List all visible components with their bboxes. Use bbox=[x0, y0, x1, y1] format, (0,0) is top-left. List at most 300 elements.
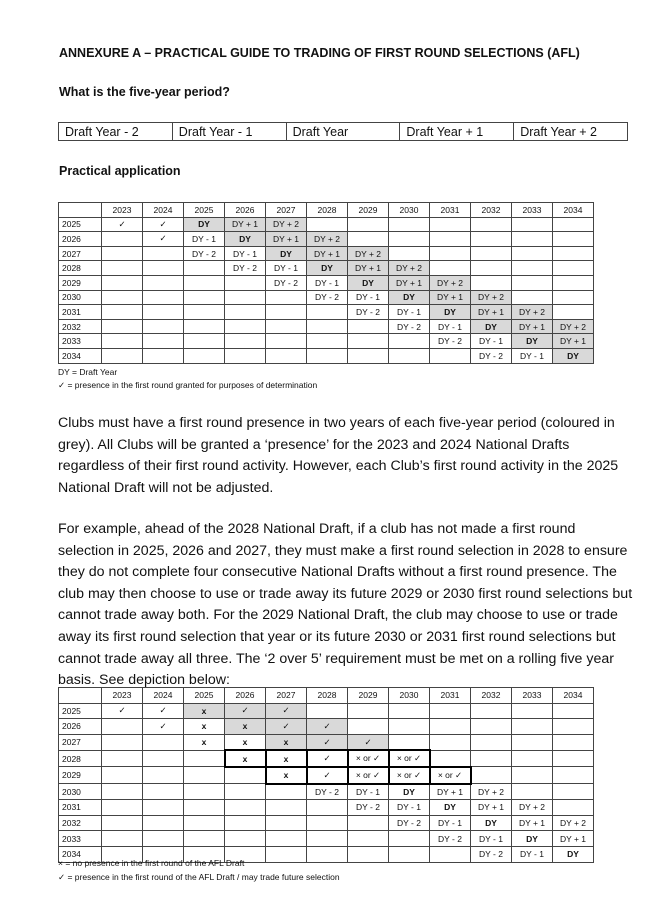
table-cell bbox=[225, 800, 266, 816]
year-header: 2033 bbox=[512, 688, 553, 704]
table-cell bbox=[143, 784, 184, 800]
table-cell bbox=[266, 348, 307, 363]
row-year-label: 2028 bbox=[59, 750, 102, 767]
table-cell bbox=[307, 305, 348, 320]
table-cell bbox=[512, 217, 553, 232]
table-cell bbox=[307, 800, 348, 816]
year-header: 2028 bbox=[307, 688, 348, 704]
table-cell bbox=[184, 750, 225, 767]
table-cell: DY + 1 bbox=[553, 831, 594, 847]
table-cell: DY + 2 bbox=[430, 275, 471, 290]
table-row bbox=[59, 703, 594, 719]
header-row bbox=[59, 203, 594, 218]
table-row bbox=[59, 784, 594, 800]
table-cell bbox=[102, 275, 143, 290]
paragraph-example: For example, ahead of the 2028 National Draft, if a club has not made a first round selection in 2025, 2026 and 2027, they must make a first round selection in 2028 to ensure they do not complete four consecutive National Drafts without a first round presence. The club may then choose to use or trade away its future 2029 or 2030 first round selections but cannot trade away both. For the 2029 National Draft, the club may choose to use or trade away its first round selection that year or its future 2030 or 2031 first round selections but cannot trade away all three. The ‘2 over 5’ requirement must be met on a rolling five year basis. See depiction below: bbox=[58, 521, 633, 689]
table-cell bbox=[430, 348, 471, 363]
depiction-table bbox=[58, 687, 594, 863]
corner-cell bbox=[59, 688, 102, 704]
table-cell bbox=[553, 275, 594, 290]
table-cell bbox=[553, 719, 594, 735]
year-header: 2034 bbox=[553, 203, 594, 218]
period-cell: Draft Year bbox=[286, 123, 400, 141]
table-cell: DY - 1 bbox=[348, 784, 389, 800]
table-cell bbox=[143, 800, 184, 816]
table-cell bbox=[184, 261, 225, 276]
table-cell bbox=[143, 815, 184, 831]
table-cell bbox=[512, 750, 553, 767]
table-cell bbox=[225, 334, 266, 349]
table-row bbox=[59, 719, 594, 735]
table-cell bbox=[102, 734, 143, 750]
table-cell: DY - 2 bbox=[225, 261, 266, 276]
table-cell bbox=[102, 719, 143, 735]
table-cell bbox=[307, 831, 348, 847]
table-cell bbox=[184, 334, 225, 349]
table-cell bbox=[389, 217, 430, 232]
table-cell bbox=[471, 767, 512, 784]
table-cell: DY - 2 bbox=[348, 305, 389, 320]
year-header: 2032 bbox=[471, 688, 512, 704]
table-cell bbox=[430, 750, 471, 767]
table-cell: x bbox=[225, 750, 266, 767]
table-cell bbox=[471, 232, 512, 247]
table-cell: ✓ bbox=[266, 719, 307, 735]
annexure-heading: ANNEXURE A – PRACTICAL GUIDE TO TRADING OF FIRST ROUND SELECTIONS (AFL) bbox=[59, 46, 580, 60]
table-cell bbox=[389, 846, 430, 862]
practical-application-heading: Practical application bbox=[59, 164, 181, 178]
table-cell bbox=[471, 275, 512, 290]
row-year-label: 2031 bbox=[59, 305, 102, 320]
year-header: 2029 bbox=[348, 203, 389, 218]
year-header: 2028 bbox=[307, 203, 348, 218]
table-cell bbox=[430, 734, 471, 750]
table-cell bbox=[348, 334, 389, 349]
table-cell: DY + 1 bbox=[225, 217, 266, 232]
table-cell: DY + 2 bbox=[471, 784, 512, 800]
table-cell bbox=[184, 831, 225, 847]
year-header: 2023 bbox=[102, 203, 143, 218]
table-cell bbox=[102, 815, 143, 831]
table-cell bbox=[266, 846, 307, 862]
table-cell bbox=[102, 261, 143, 276]
table-cell bbox=[225, 319, 266, 334]
table-cell bbox=[184, 348, 225, 363]
table-cell bbox=[553, 290, 594, 305]
table-cell bbox=[553, 734, 594, 750]
table-cell: DY + 1 bbox=[512, 319, 553, 334]
year-header: 2027 bbox=[266, 688, 307, 704]
table-cell: ✓ bbox=[143, 232, 184, 247]
table-cell bbox=[102, 290, 143, 305]
table-cell: DY bbox=[471, 815, 512, 831]
table-cell: ✓ bbox=[348, 734, 389, 750]
table-cell bbox=[553, 246, 594, 261]
table-cell: DY + 1 bbox=[307, 246, 348, 261]
table-row bbox=[59, 290, 594, 305]
table-cell bbox=[348, 232, 389, 247]
table-cell: ✓ bbox=[225, 703, 266, 719]
row-year-label: 2032 bbox=[59, 815, 102, 831]
table-cell bbox=[307, 334, 348, 349]
table-cell bbox=[266, 319, 307, 334]
table-cell: DY bbox=[225, 232, 266, 247]
table-cell: DY - 2 bbox=[307, 784, 348, 800]
table-cell: DY + 1 bbox=[471, 800, 512, 816]
table-cell: DY bbox=[307, 261, 348, 276]
table-cell bbox=[102, 348, 143, 363]
table-cell: DY - 2 bbox=[389, 815, 430, 831]
table-cell: DY + 2 bbox=[307, 232, 348, 247]
table-cell: ✓ bbox=[307, 750, 348, 767]
table-cell: DY - 1 bbox=[389, 800, 430, 816]
table-note: DY = Draft Year bbox=[58, 367, 118, 377]
year-header: 2026 bbox=[225, 688, 266, 704]
table-cell bbox=[184, 275, 225, 290]
table-row bbox=[59, 750, 594, 767]
table-cell bbox=[143, 750, 184, 767]
table-row bbox=[59, 815, 594, 831]
table-cell: ✓ bbox=[102, 703, 143, 719]
table-cell bbox=[471, 719, 512, 735]
table-cell: × or ✓ bbox=[389, 767, 430, 784]
table-cell: x bbox=[184, 703, 225, 719]
table-cell: DY - 2 bbox=[430, 334, 471, 349]
year-header: 2032 bbox=[471, 203, 512, 218]
table-cell bbox=[430, 232, 471, 247]
table-cell bbox=[102, 831, 143, 847]
table-cell bbox=[225, 305, 266, 320]
table-row bbox=[59, 767, 594, 784]
table-cell: × or ✓ bbox=[348, 767, 389, 784]
table-cell: DY bbox=[553, 348, 594, 363]
row-year-label: 2028 bbox=[59, 261, 102, 276]
table-cell: DY + 2 bbox=[512, 800, 553, 816]
table-cell bbox=[553, 305, 594, 320]
year-header: 2023 bbox=[102, 688, 143, 704]
table-cell: ✓ bbox=[143, 703, 184, 719]
table-cell bbox=[143, 275, 184, 290]
table-cell bbox=[389, 831, 430, 847]
row-year-label: 2030 bbox=[59, 784, 102, 800]
table-cell bbox=[430, 846, 471, 862]
table-cell bbox=[143, 290, 184, 305]
table-cell bbox=[143, 246, 184, 261]
year-header: 2031 bbox=[430, 688, 471, 704]
table-cell bbox=[512, 784, 553, 800]
draft-year-table bbox=[58, 202, 594, 364]
table-cell bbox=[102, 750, 143, 767]
table-cell bbox=[430, 719, 471, 735]
period-cell: Draft Year - 2 bbox=[59, 123, 173, 141]
table-cell bbox=[307, 703, 348, 719]
table-cell bbox=[266, 305, 307, 320]
table-cell bbox=[225, 275, 266, 290]
year-header: 2024 bbox=[143, 203, 184, 218]
table-cell bbox=[266, 800, 307, 816]
table-cell bbox=[389, 348, 430, 363]
table-cell: DY - 1 bbox=[266, 261, 307, 276]
table-cell: × or ✓ bbox=[348, 750, 389, 767]
table-cell bbox=[143, 831, 184, 847]
table-cell: x bbox=[266, 750, 307, 767]
table-cell bbox=[307, 348, 348, 363]
table-cell bbox=[512, 246, 553, 261]
table-row bbox=[59, 261, 594, 276]
table-row bbox=[59, 275, 594, 290]
year-header: 2024 bbox=[143, 688, 184, 704]
five-year-period-table bbox=[58, 122, 628, 141]
table-cell bbox=[553, 232, 594, 247]
table-cell: DY - 1 bbox=[184, 232, 225, 247]
table-cell: DY - 2 bbox=[471, 348, 512, 363]
table-cell: DY - 1 bbox=[471, 334, 512, 349]
table-cell: x bbox=[225, 734, 266, 750]
table-cell: DY + 2 bbox=[512, 305, 553, 320]
row-year-label: 2026 bbox=[59, 719, 102, 735]
table-cell bbox=[225, 767, 266, 784]
corner-cell bbox=[59, 203, 102, 218]
table-cell: ✓ bbox=[307, 767, 348, 784]
table-cell bbox=[471, 261, 512, 276]
table-cell bbox=[471, 246, 512, 261]
table-cell bbox=[430, 217, 471, 232]
table-cell bbox=[266, 290, 307, 305]
table-cell bbox=[553, 800, 594, 816]
table-row bbox=[59, 348, 594, 363]
table-cell: ✓ bbox=[143, 217, 184, 232]
table-cell bbox=[266, 784, 307, 800]
table-cell bbox=[512, 261, 553, 276]
table-cell bbox=[430, 246, 471, 261]
table-cell: DY - 2 bbox=[471, 846, 512, 862]
table-cell bbox=[348, 719, 389, 735]
table-cell: DY + 1 bbox=[430, 784, 471, 800]
table-cell bbox=[184, 319, 225, 334]
table-cell bbox=[307, 217, 348, 232]
table-cell: DY bbox=[389, 784, 430, 800]
row-year-label: 2025 bbox=[59, 217, 102, 232]
table-cell bbox=[102, 319, 143, 334]
table-row bbox=[59, 831, 594, 847]
table-cell: DY bbox=[471, 319, 512, 334]
table-row bbox=[59, 305, 594, 320]
table-cell bbox=[348, 217, 389, 232]
table-cell: x bbox=[184, 719, 225, 735]
row-year-label: 2027 bbox=[59, 246, 102, 261]
table-cell bbox=[307, 815, 348, 831]
table-cell bbox=[512, 734, 553, 750]
table-cell: DY + 1 bbox=[553, 334, 594, 349]
row-year-label: 2033 bbox=[59, 334, 102, 349]
table-cell bbox=[102, 305, 143, 320]
table-cell: ✓ bbox=[102, 217, 143, 232]
table-cell: ✓ bbox=[307, 734, 348, 750]
table-cell bbox=[471, 734, 512, 750]
table-cell: DY - 2 bbox=[266, 275, 307, 290]
table-cell bbox=[143, 734, 184, 750]
table-cell bbox=[102, 767, 143, 784]
table-cell bbox=[512, 290, 553, 305]
table-row bbox=[59, 232, 594, 247]
table-cell bbox=[143, 767, 184, 784]
table-cell bbox=[184, 784, 225, 800]
table-cell: DY - 2 bbox=[430, 831, 471, 847]
table-cell: DY + 2 bbox=[553, 319, 594, 334]
table-cell: DY - 1 bbox=[471, 831, 512, 847]
table-cell bbox=[430, 261, 471, 276]
table-note: × = no presence in the first round of the AFL Draft bbox=[58, 858, 245, 868]
table-cell bbox=[266, 831, 307, 847]
table-cell bbox=[512, 275, 553, 290]
table-cell bbox=[348, 815, 389, 831]
table-cell: DY bbox=[553, 846, 594, 862]
row-year-label: 2032 bbox=[59, 319, 102, 334]
table-cell bbox=[512, 719, 553, 735]
table-cell bbox=[553, 703, 594, 719]
table-cell: DY bbox=[348, 275, 389, 290]
table-note: ✓ = presence in the first round of the AFL Draft / may trade future selection bbox=[58, 872, 340, 882]
table-cell bbox=[512, 232, 553, 247]
table-cell: DY + 2 bbox=[266, 217, 307, 232]
table-cell bbox=[184, 800, 225, 816]
paragraph-presence-rule: Clubs must have a first round presence in two years of each five-year period (coloured in grey). All Clubs will be granted a ‘presence’ for the 2023 and 2024 National Drafts regardless of their first round activity. However, each Club’s first round activity in the 2025 National Draft will not be adjusted. bbox=[58, 415, 619, 496]
header-row bbox=[59, 688, 594, 704]
row-year-label: 2025 bbox=[59, 703, 102, 719]
table-cell bbox=[553, 261, 594, 276]
table-cell bbox=[348, 846, 389, 862]
table-cell: DY - 2 bbox=[184, 246, 225, 261]
table-cell: DY - 2 bbox=[389, 319, 430, 334]
table-cell bbox=[184, 290, 225, 305]
year-header: 2031 bbox=[430, 203, 471, 218]
table-cell bbox=[389, 734, 430, 750]
table-cell bbox=[143, 261, 184, 276]
table-cell bbox=[471, 750, 512, 767]
table-row bbox=[59, 319, 594, 334]
table-cell bbox=[184, 305, 225, 320]
year-header: 2026 bbox=[225, 203, 266, 218]
table-cell bbox=[102, 334, 143, 349]
table-cell: DY + 1 bbox=[348, 261, 389, 276]
table-cell: DY bbox=[430, 305, 471, 320]
table-row bbox=[59, 734, 594, 750]
table-cell bbox=[389, 703, 430, 719]
table-cell: DY - 1 bbox=[512, 846, 553, 862]
table-row bbox=[59, 334, 594, 349]
table-cell: DY bbox=[184, 217, 225, 232]
row-year-label: 2034 bbox=[59, 846, 102, 862]
table-cell: DY - 1 bbox=[512, 348, 553, 363]
period-cell: Draft Year + 1 bbox=[400, 123, 514, 141]
row-year-label: 2027 bbox=[59, 734, 102, 750]
row-year-label: 2026 bbox=[59, 232, 102, 247]
table-cell: DY bbox=[389, 290, 430, 305]
table-cell: DY bbox=[512, 831, 553, 847]
table-cell: DY + 1 bbox=[512, 815, 553, 831]
table-cell bbox=[184, 767, 225, 784]
table-cell bbox=[348, 831, 389, 847]
table-cell: DY + 1 bbox=[389, 275, 430, 290]
table-cell: ✓ bbox=[143, 719, 184, 735]
year-header: 2034 bbox=[553, 688, 594, 704]
table-cell: DY - 2 bbox=[307, 290, 348, 305]
table-cell bbox=[225, 815, 266, 831]
year-header: 2029 bbox=[348, 688, 389, 704]
table-cell bbox=[430, 703, 471, 719]
table-cell bbox=[389, 232, 430, 247]
table-cell bbox=[266, 334, 307, 349]
table-cell: × or ✓ bbox=[389, 750, 430, 767]
table-cell bbox=[102, 800, 143, 816]
table-cell bbox=[553, 767, 594, 784]
table-cell: DY + 1 bbox=[430, 290, 471, 305]
table-cell bbox=[389, 334, 430, 349]
row-year-label: 2030 bbox=[59, 290, 102, 305]
year-header: 2030 bbox=[389, 203, 430, 218]
table-cell bbox=[512, 767, 553, 784]
table-cell bbox=[553, 217, 594, 232]
table-note: ✓ = presence in the first round granted for purposes of determination bbox=[58, 380, 318, 390]
table-cell: x bbox=[266, 734, 307, 750]
table-row bbox=[59, 800, 594, 816]
period-cell: Draft Year + 2 bbox=[514, 123, 628, 141]
row-year-label: 2034 bbox=[59, 348, 102, 363]
table-cell bbox=[471, 703, 512, 719]
table-cell: DY bbox=[266, 246, 307, 261]
table-cell bbox=[143, 334, 184, 349]
table-row bbox=[59, 217, 594, 232]
year-header: 2025 bbox=[184, 203, 225, 218]
table-cell: DY + 1 bbox=[266, 232, 307, 247]
row-year-label: 2029 bbox=[59, 767, 102, 784]
table-cell: × or ✓ bbox=[430, 767, 471, 784]
table-cell: DY - 1 bbox=[389, 305, 430, 320]
table-cell bbox=[143, 319, 184, 334]
table-cell bbox=[307, 319, 348, 334]
table-cell: x bbox=[266, 767, 307, 784]
table-cell: DY + 2 bbox=[348, 246, 389, 261]
table-cell bbox=[512, 703, 553, 719]
table-cell: DY - 1 bbox=[348, 290, 389, 305]
table-cell: DY + 1 bbox=[471, 305, 512, 320]
table-cell: DY bbox=[430, 800, 471, 816]
table-cell: DY bbox=[512, 334, 553, 349]
table-cell bbox=[307, 846, 348, 862]
table-cell: DY - 1 bbox=[307, 275, 348, 290]
table-row bbox=[59, 246, 594, 261]
table-cell bbox=[102, 246, 143, 261]
year-header: 2027 bbox=[266, 203, 307, 218]
table-cell bbox=[389, 719, 430, 735]
period-cell: Draft Year - 1 bbox=[172, 123, 286, 141]
table-cell bbox=[225, 348, 266, 363]
table-cell: ✓ bbox=[266, 703, 307, 719]
table-cell: DY + 2 bbox=[471, 290, 512, 305]
table-cell bbox=[143, 348, 184, 363]
table-cell: DY - 2 bbox=[348, 800, 389, 816]
table-cell bbox=[471, 217, 512, 232]
table-cell: DY + 2 bbox=[553, 815, 594, 831]
table-cell bbox=[102, 784, 143, 800]
table-cell bbox=[348, 319, 389, 334]
table-cell: ✓ bbox=[307, 719, 348, 735]
table-cell bbox=[553, 750, 594, 767]
row-year-label: 2033 bbox=[59, 831, 102, 847]
table-cell: DY - 1 bbox=[430, 319, 471, 334]
table-cell bbox=[184, 815, 225, 831]
row-year-label: 2029 bbox=[59, 275, 102, 290]
